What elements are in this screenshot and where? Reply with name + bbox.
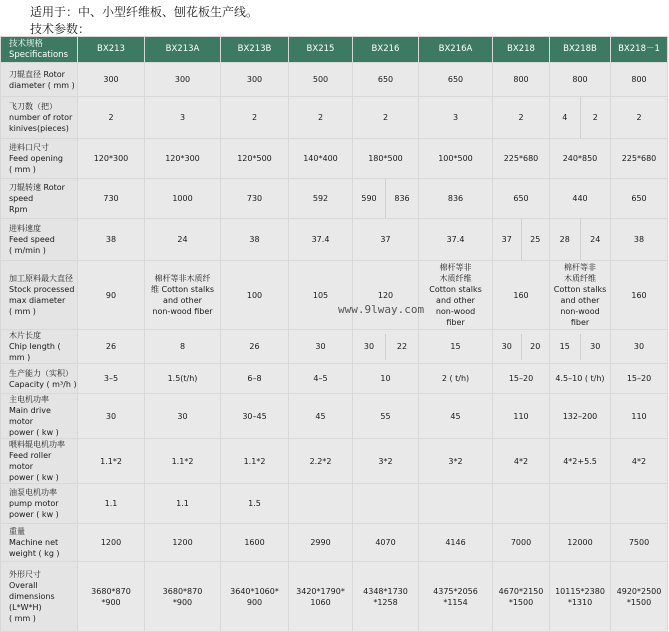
row-label-line: 进料速度	[9, 224, 41, 233]
row-label-line: (L*W*H)	[9, 603, 42, 612]
cell-line: and other	[163, 296, 202, 305]
spec-cell	[550, 562, 611, 632]
spec-cell: 800	[493, 63, 550, 97]
spec-cell: 110	[611, 394, 668, 439]
spec-row	[1, 219, 668, 261]
spec-cell: 1.5(t/h)	[145, 364, 221, 394]
cell-line: Cotton stalks	[429, 285, 482, 294]
spec-cell: 160	[493, 261, 550, 330]
row-label-line: 加工原料最大直径	[9, 274, 73, 283]
spec-cell: 500	[289, 63, 353, 97]
cell-line: *900	[101, 597, 121, 607]
spec-row	[1, 524, 668, 562]
spec-cell	[221, 562, 289, 632]
row-label	[1, 524, 78, 562]
spec-cell: 12000	[550, 524, 611, 562]
spec-cell: 440	[550, 179, 611, 219]
spec-cell: 1.1	[145, 484, 221, 524]
cell-line: 1060	[310, 597, 331, 607]
spec-cell: 38	[611, 219, 668, 261]
split-cell-value: 30	[501, 342, 512, 351]
spec-cell: 30	[289, 330, 353, 364]
split-cell-value: 30	[363, 342, 375, 351]
cell-line: 维 Cotton stalks	[150, 285, 215, 294]
spec-cell: 180*500	[353, 139, 419, 179]
spec-cell	[493, 484, 550, 524]
header-label-line: 技术规格	[9, 38, 44, 49]
spec-cell: 24	[145, 219, 221, 261]
spec-cell: 2990	[289, 524, 353, 562]
split-cell-value: 24	[580, 219, 611, 260]
spec-cell: 3	[419, 97, 493, 139]
spec-cell: 2.2*2	[289, 439, 353, 484]
spec-cell	[353, 484, 419, 524]
row-label-line: Main drive motor	[9, 406, 51, 426]
row-label-line: max diameter	[9, 296, 66, 305]
cell-line: 木质纤维	[564, 274, 596, 283]
spec-cell	[550, 219, 611, 261]
model-header: BX213A	[145, 37, 221, 63]
spec-cell	[289, 484, 353, 524]
row-label	[1, 179, 78, 219]
spec-cell: 1600	[221, 524, 289, 562]
spec-row	[1, 562, 668, 632]
cell-line: *1500	[626, 597, 652, 607]
spec-cell: 120	[353, 261, 419, 330]
spec-cell	[493, 219, 550, 261]
row-label	[1, 394, 78, 439]
model-header: BX218	[493, 37, 550, 63]
spec-cell: 4.5–10 ( t/h)	[550, 364, 611, 394]
spec-cell: 650	[611, 179, 668, 219]
spec-row	[1, 330, 668, 364]
spec-cell	[611, 562, 668, 632]
spec-cell: 160	[611, 261, 668, 330]
spec-cell: 1.1*2	[78, 439, 145, 484]
spec-cell: 2	[78, 97, 145, 139]
row-label-line: 刀辊直径 Rotor	[9, 69, 65, 79]
params-title: 技术参数：	[30, 22, 91, 36]
cell-line: *1154	[443, 597, 468, 607]
spec-cell: 2	[221, 97, 289, 139]
spec-cell: 1200	[78, 524, 145, 562]
row-label-line: speed	[9, 194, 34, 203]
row-label-line: kinives(pieces)	[9, 124, 69, 133]
row-label-line: ( mm )	[9, 614, 36, 623]
split-cell	[550, 97, 610, 138]
intro-section	[0, 0, 669, 36]
spec-cell	[145, 261, 221, 330]
spec-cell: 300	[145, 63, 221, 97]
split-cell	[493, 219, 549, 260]
split-cell-value: 836	[385, 179, 418, 218]
spec-cell: 4*2	[611, 439, 668, 484]
spec-row	[1, 139, 668, 179]
cell-line: and other	[436, 296, 475, 305]
cell-line: 棉杆等非	[439, 263, 472, 272]
spec-cell: 45	[419, 394, 493, 439]
spec-cell: 3	[145, 97, 221, 139]
spec-cell: 240*850	[550, 139, 611, 179]
split-cell-value: 2	[580, 97, 611, 138]
spec-cell: 225*680	[611, 139, 668, 179]
header-label-line: Specifications	[9, 49, 69, 60]
row-label-line: ( mm )	[9, 165, 36, 174]
spec-cell: 2	[611, 97, 668, 139]
cell-line: 3420*1790*	[296, 586, 345, 596]
row-label-line: Rpm	[9, 205, 28, 214]
row-label	[1, 139, 78, 179]
spec-cell: 30	[611, 330, 668, 364]
model-header: BX213B	[221, 37, 289, 63]
spec-cell	[550, 484, 611, 524]
spec-cell: 110	[493, 394, 550, 439]
spec-cell: 26	[78, 330, 145, 364]
row-label-line: 重量	[9, 527, 25, 536]
cell-line: 3640*1060*	[230, 586, 279, 596]
model-header: BX216	[353, 37, 419, 63]
row-label	[1, 219, 78, 261]
spec-cell: 3–5	[78, 364, 145, 394]
spec-cell: 7500	[611, 524, 668, 562]
spec-cell: 38	[221, 219, 289, 261]
spec-cell	[611, 484, 668, 524]
cell-line: non-wood	[435, 307, 476, 316]
spec-cell: 4146	[419, 524, 493, 562]
row-label-line: Capacity ( m³/h )	[9, 379, 77, 389]
row-label-line: Chip length ( mm )	[9, 342, 61, 362]
cell-line: Cotton stalks	[553, 285, 607, 294]
model-header: BX213	[78, 37, 145, 63]
spec-cell	[550, 97, 611, 139]
cell-line: 4348*1730	[363, 586, 408, 596]
split-cell-value: 22	[385, 334, 418, 360]
spec-cell: 30	[145, 394, 221, 439]
header-row	[1, 37, 668, 63]
row-label-line: weight ( kg )	[9, 549, 60, 558]
split-cell-value: 28	[559, 235, 570, 244]
row-label-line: pump motor	[9, 499, 59, 508]
row-label-line: 木片长度	[9, 331, 41, 340]
spec-cell	[419, 562, 493, 632]
spec-cell	[289, 562, 353, 632]
spec-cell: 2	[493, 97, 550, 139]
spec-cell: 800	[611, 63, 668, 97]
cell-line: 900	[246, 597, 263, 607]
spec-cell: 15	[419, 330, 493, 364]
spec-cell: 1.5	[221, 484, 289, 524]
cell-line: 4920*2500	[616, 586, 662, 596]
row-label	[1, 562, 78, 632]
model-header: BX215	[289, 37, 353, 63]
cell-line: non-wood	[560, 307, 600, 316]
split-cell	[550, 334, 610, 360]
spec-cell: 1200	[145, 524, 221, 562]
application-text: 适用于：中、小型纤维板、刨花板生产线。	[30, 5, 259, 19]
spec-cell: 105	[289, 261, 353, 330]
cell-line: and other	[560, 296, 600, 305]
spec-cell: 37.4	[289, 219, 353, 261]
row-label-line: ( m/min )	[9, 246, 46, 255]
spec-cell: 650	[493, 179, 550, 219]
spec-cell	[419, 261, 493, 330]
row-label-line: 生产能力（实积）	[9, 368, 73, 378]
cell-line: *1258	[373, 597, 398, 607]
spec-cell: 3*2	[353, 439, 419, 484]
cell-line: fiber	[570, 318, 590, 327]
row-label-line: 油泵电机功率	[9, 488, 57, 497]
row-label	[1, 484, 78, 524]
cell-line: 木质纤维	[439, 274, 472, 283]
spec-cell: 650	[419, 63, 493, 97]
spec-row	[1, 179, 668, 219]
spec-cell: 132–200	[550, 394, 611, 439]
spec-cell: 1.1*2	[145, 439, 221, 484]
row-label	[1, 63, 78, 97]
spec-cell: 4*2	[493, 439, 550, 484]
cell-line: *900	[172, 597, 193, 607]
cell-line: 棉杆等非	[564, 263, 596, 272]
spec-cell: 650	[353, 63, 419, 97]
spec-cell	[550, 261, 611, 330]
spec-cell	[419, 484, 493, 524]
spec-cell: 1000	[145, 179, 221, 219]
cell-line: *1500	[508, 597, 534, 607]
spec-cell: 4070	[353, 524, 419, 562]
spec-row	[1, 364, 668, 394]
cell-line: non-wood fiber	[152, 307, 213, 316]
row-label	[1, 261, 78, 330]
spec-cell: 800	[550, 63, 611, 97]
spec-row	[1, 484, 668, 524]
spec-cell	[493, 330, 550, 364]
row-label	[1, 439, 78, 484]
row-label-line: 主电机功率	[9, 395, 49, 404]
split-cell	[353, 334, 418, 360]
spec-cell: 592	[289, 179, 353, 219]
cell-line: 4670*2150	[498, 586, 544, 596]
row-label-line: Overall	[9, 581, 38, 590]
spec-cell: 225*680	[493, 139, 550, 179]
spec-cell: 10	[353, 364, 419, 394]
split-cell	[550, 219, 610, 260]
split-cell	[353, 179, 418, 218]
row-label-line: Feed roller motor	[9, 451, 52, 471]
split-cell-value: 590	[361, 194, 377, 203]
row-label-line: number of rotor	[9, 113, 73, 122]
cell-line: *1310	[567, 597, 593, 607]
spec-table	[0, 36, 668, 632]
spec-cell	[145, 562, 221, 632]
row-label-line: power ( kw )	[9, 510, 59, 519]
row-label-line: Feed speed	[9, 235, 55, 244]
spec-cell: 300	[78, 63, 145, 97]
row-label-line: power ( kw )	[9, 473, 59, 482]
spec-cell: 90	[78, 261, 145, 330]
spec-cell: 836	[419, 179, 493, 219]
header-spec-label	[1, 37, 78, 63]
spec-cell: 120*300	[145, 139, 221, 179]
cell-line: 3680*870	[91, 586, 131, 596]
spec-cell: 37.4	[419, 219, 493, 261]
cell-line: 4375*2056	[433, 586, 478, 596]
spec-cell: 15–20	[493, 364, 550, 394]
spec-cell: 55	[353, 394, 419, 439]
spec-cell: 140*400	[289, 139, 353, 179]
spec-cell: 6–8	[221, 364, 289, 394]
spec-cell: 8	[145, 330, 221, 364]
split-cell-value: 20	[521, 334, 550, 360]
split-cell-value: 37	[501, 235, 512, 244]
watermark-text: www.9lway.com	[338, 303, 425, 316]
spec-cell: 2	[353, 97, 419, 139]
model-header: BX218－1	[611, 37, 668, 63]
spec-cell	[78, 562, 145, 632]
spec-cell: 730	[221, 179, 289, 219]
row-label	[1, 364, 78, 394]
row-label-line: Stock processed	[9, 285, 75, 294]
spec-cell: 15–20	[611, 364, 668, 394]
spec-cell	[550, 330, 611, 364]
spec-cell	[353, 562, 419, 632]
spec-cell: 300	[221, 63, 289, 97]
row-label-line: 喂料辊电机功率	[9, 440, 65, 449]
spec-cell: 1.1*2	[221, 439, 289, 484]
split-cell-value: 25	[521, 219, 550, 260]
row-label	[1, 97, 78, 139]
spec-cell: 37	[353, 219, 419, 261]
spec-cell	[353, 330, 419, 364]
spec-cell	[493, 562, 550, 632]
row-label-line: 进料口尺寸	[9, 143, 49, 152]
spec-cell: 4–5	[289, 364, 353, 394]
model-header: BX218B	[550, 37, 611, 63]
spec-cell: 2	[289, 97, 353, 139]
spec-cell: 4*2+5.5	[550, 439, 611, 484]
spec-row	[1, 97, 668, 139]
split-cell-value: 30	[580, 334, 611, 360]
row-label-line: Feed opening	[9, 154, 63, 163]
spec-row	[1, 394, 668, 439]
cell-line: 10115*2380	[555, 586, 605, 596]
row-label-line: dimensions	[9, 592, 55, 601]
spec-cell: 30	[78, 394, 145, 439]
spec-cell: 38	[78, 219, 145, 261]
spec-row	[1, 63, 668, 97]
cell-line: 棉杆等非木质纤	[154, 274, 211, 283]
spec-cell: 26	[221, 330, 289, 364]
row-label-line: 飞刀数（把）	[9, 102, 57, 111]
model-header: BX216A	[419, 37, 493, 63]
spec-cell: 30–45	[221, 394, 289, 439]
spec-row	[1, 261, 668, 330]
spec-cell: 100	[221, 261, 289, 330]
spec-row	[1, 439, 668, 484]
spec-cell: 7000	[493, 524, 550, 562]
cell-line: 3680*870	[162, 586, 203, 596]
spec-cell: 120*500	[221, 139, 289, 179]
split-cell	[493, 334, 549, 360]
row-label-line: ( mm )	[9, 307, 36, 316]
row-label-line: diameter ( mm )	[9, 80, 75, 90]
split-cell-value: 4	[562, 113, 568, 122]
spec-cell: 2 ( t/h)	[419, 364, 493, 394]
spec-cell: 45	[289, 394, 353, 439]
spec-cell: 3*2	[419, 439, 493, 484]
row-label-line: Machine net	[9, 538, 59, 547]
split-cell-value: 15	[559, 342, 570, 351]
spec-cell	[353, 179, 419, 219]
spec-cell: 100*500	[419, 139, 493, 179]
row-label-line: 刀辊转速 Rotor	[9, 183, 65, 192]
row-label-line: 外形尺寸	[9, 570, 41, 579]
row-label-line: power ( kw )	[9, 428, 59, 437]
spec-cell: 730	[78, 179, 145, 219]
spec-cell: 1.1	[78, 484, 145, 524]
row-label	[1, 330, 78, 364]
cell-line: fiber	[446, 318, 465, 327]
spec-cell: 120*300	[78, 139, 145, 179]
